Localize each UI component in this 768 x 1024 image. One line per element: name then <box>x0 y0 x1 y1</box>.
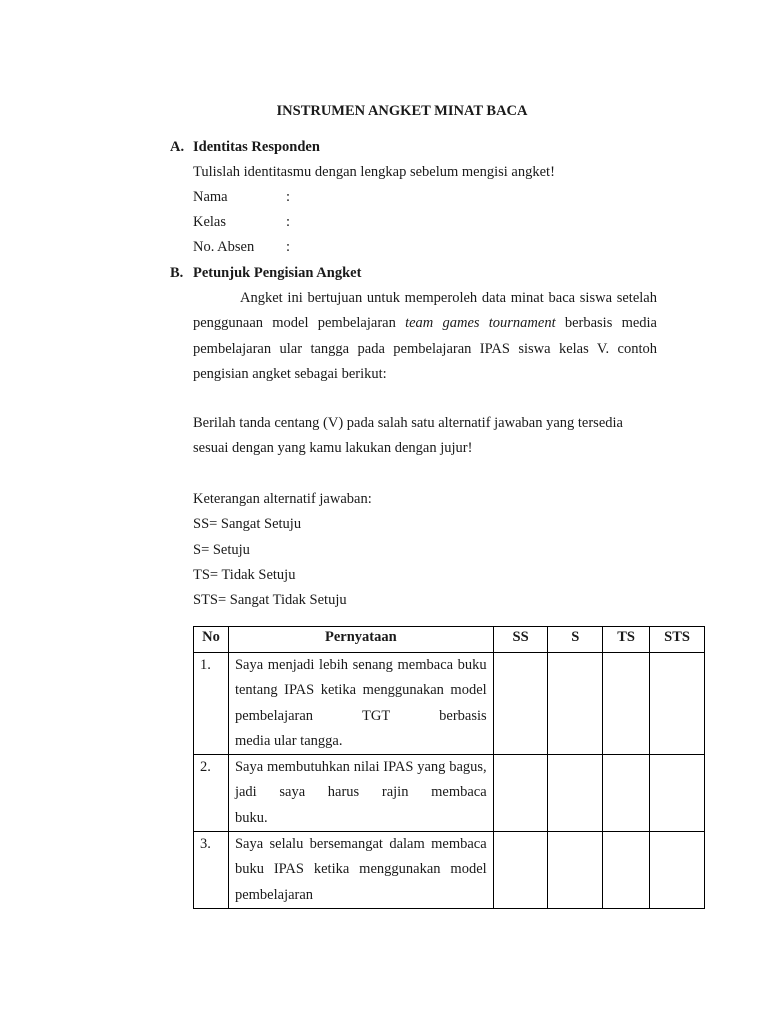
table-row <box>194 653 705 755</box>
answer-cell-s[interactable] <box>548 755 603 832</box>
document-title: INSTRUMEN ANGKET MINAT BACA <box>276 103 528 119</box>
answer-cell-ts[interactable] <box>603 653 650 755</box>
answer-cell-sts[interactable] <box>650 755 705 832</box>
header-ss: SS <box>493 627 548 653</box>
table-row <box>194 832 705 909</box>
field-colon: : <box>286 239 291 255</box>
legend-title: Keterangan alternatif jawaban: <box>193 491 372 507</box>
section-a-heading <box>170 139 320 156</box>
field-colon: : <box>286 214 291 230</box>
section-a-letter: A. <box>170 139 185 155</box>
header-ts: TS <box>603 627 650 653</box>
row-number: 1. <box>194 653 229 755</box>
legend-item-s: S= Setuju <box>193 542 250 558</box>
answer-cell-ss[interactable] <box>493 832 548 909</box>
answer-cell-ss[interactable] <box>493 653 548 755</box>
field-label: No. Absen <box>193 239 255 255</box>
table-header-row <box>194 627 705 653</box>
paragraph-text-start: Angket ini bertujuan untuk memperoleh data minat baca siswa setelah penggunaan model pembelajaran <box>193 290 657 332</box>
table-row <box>194 755 705 832</box>
field-no-absen <box>193 239 290 256</box>
section-b-heading <box>170 265 361 282</box>
legend-item-ts: TS= Tidak Setuju <box>193 567 296 583</box>
field-nama <box>193 189 290 206</box>
statement-text: Saya selalu bersemangat dalam membaca buku IPAS ketika menggunakan model pembelajaran <box>234 836 487 903</box>
instruction-paragraph <box>193 286 657 387</box>
answer-cell-ss[interactable] <box>493 755 548 832</box>
section-a-title: Identitas Responden <box>193 139 320 155</box>
row-statement <box>228 832 493 909</box>
answer-cell-sts[interactable] <box>650 832 705 909</box>
statement-text: Saya membutuhkan nilai IPAS yang bagus, jadi saya harus rajin membaca <box>234 759 487 801</box>
answer-cell-ts[interactable] <box>603 755 650 832</box>
header-s: S <box>548 627 603 653</box>
header-no: No <box>194 627 229 653</box>
statement-last-line: buku. <box>234 809 268 826</box>
answer-cell-s[interactable] <box>548 653 603 755</box>
answer-cell-s[interactable] <box>548 832 603 909</box>
row-number: 2. <box>194 755 229 832</box>
row-number: 3. <box>194 832 229 909</box>
paragraph-text-end: berbasis media pembelajaran ular tangga pada pembelajaran IPAS siswa kelas V. contoh pengisian angket sebagai berikut: <box>193 315 657 382</box>
questionnaire-table <box>193 626 705 909</box>
row-statement <box>228 653 493 755</box>
statement-last-line: media ular tangga. <box>234 732 343 749</box>
legend-item-ss: SS= Sangat Setuju <box>193 516 302 532</box>
row-statement <box>228 755 493 832</box>
field-label: Nama <box>193 189 228 205</box>
header-pernyataan: Pernyataan <box>228 627 493 653</box>
answer-cell-sts[interactable] <box>650 653 705 755</box>
answer-cell-ts[interactable] <box>603 832 650 909</box>
header-sts: STS <box>650 627 705 653</box>
statement-text: Saya menjadi lebih senang membaca buku tentang IPAS ketika menggunakan model pembelajaran TGT berbasis <box>234 657 487 724</box>
paragraph-italic-term: team games tournament <box>405 315 556 332</box>
section-a-instruction: Tulislah identitasmu dengan lengkap sebelum mengisi angket! <box>193 164 555 180</box>
field-kelas <box>193 214 290 231</box>
legend-item-sts: STS= Sangat Tidak Setuju <box>193 592 347 608</box>
field-label: Kelas <box>193 214 227 230</box>
field-colon: : <box>286 189 291 205</box>
section-b-letter: B. <box>170 265 184 281</box>
checkmark-instruction: Berilah tanda centang (V) pada salah satu alternatif jawaban yang tersedia sesuai dengan yang kamu lakukan dengan jujur! <box>193 415 623 457</box>
section-b-title: Petunjuk Pengisian Angket <box>193 265 362 281</box>
